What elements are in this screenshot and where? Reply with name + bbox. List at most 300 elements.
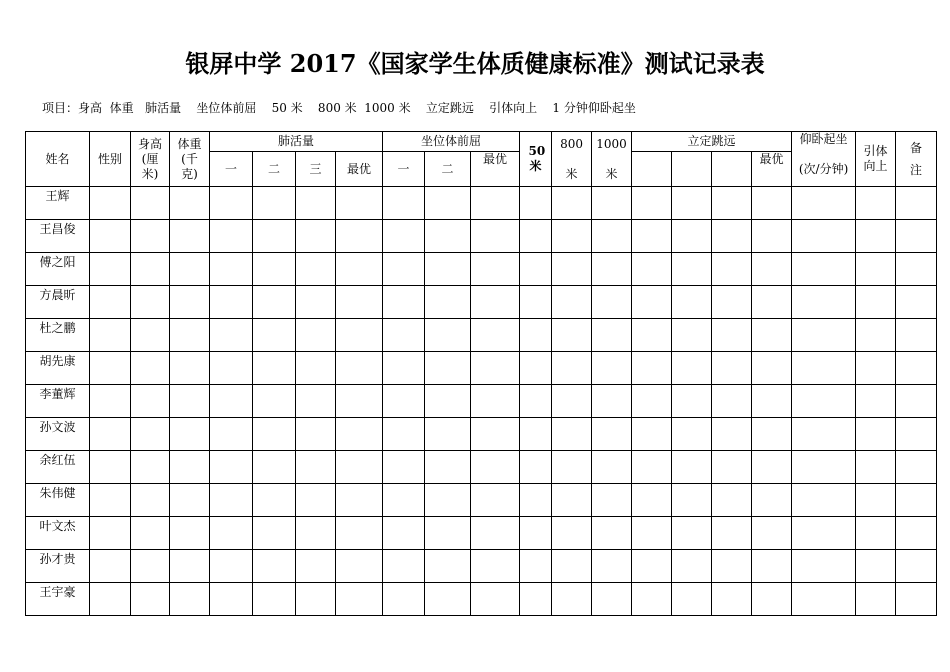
score-cell[interactable]	[896, 319, 937, 352]
score-cell[interactable]	[425, 517, 471, 550]
score-cell[interactable]	[131, 583, 170, 616]
score-cell[interactable]	[792, 286, 856, 319]
score-cell[interactable]	[752, 484, 792, 517]
score-cell[interactable]	[253, 220, 296, 253]
score-cell[interactable]	[253, 583, 296, 616]
score-cell[interactable]	[672, 253, 712, 286]
score-cell[interactable]	[253, 550, 296, 583]
score-cell[interactable]	[672, 484, 712, 517]
score-cell[interactable]	[592, 352, 632, 385]
score-cell[interactable]	[425, 451, 471, 484]
score-cell[interactable]	[210, 187, 253, 220]
score-cell[interactable]	[752, 319, 792, 352]
score-cell[interactable]	[672, 385, 712, 418]
score-cell[interactable]	[792, 319, 856, 352]
score-cell[interactable]	[131, 286, 170, 319]
score-cell[interactable]	[672, 220, 712, 253]
score-cell[interactable]	[856, 352, 896, 385]
score-cell[interactable]	[632, 583, 672, 616]
score-cell[interactable]	[336, 286, 383, 319]
score-cell[interactable]	[632, 286, 672, 319]
score-cell[interactable]	[210, 484, 253, 517]
score-cell[interactable]	[592, 187, 632, 220]
score-cell[interactable]	[552, 319, 592, 352]
score-cell[interactable]	[131, 451, 170, 484]
score-cell[interactable]	[170, 187, 210, 220]
score-cell[interactable]	[632, 484, 672, 517]
score-cell[interactable]	[552, 451, 592, 484]
score-cell[interactable]	[425, 253, 471, 286]
score-cell[interactable]	[131, 253, 170, 286]
score-cell[interactable]	[856, 187, 896, 220]
score-cell[interactable]	[90, 583, 131, 616]
score-cell[interactable]	[552, 286, 592, 319]
score-cell[interactable]	[712, 451, 752, 484]
score-cell[interactable]	[592, 253, 632, 286]
score-cell[interactable]	[383, 319, 425, 352]
score-cell[interactable]	[336, 319, 383, 352]
score-cell[interactable]	[253, 451, 296, 484]
table-row	[26, 319, 937, 352]
score-cell[interactable]	[210, 319, 253, 352]
score-cell[interactable]	[383, 583, 425, 616]
table-row	[26, 253, 937, 286]
score-cell[interactable]	[131, 352, 170, 385]
score-cell[interactable]	[296, 319, 336, 352]
score-cell[interactable]	[336, 550, 383, 583]
header-standing-jump: 立定跳远	[632, 132, 792, 152]
score-cell[interactable]	[471, 484, 520, 517]
score-cell[interactable]	[253, 286, 296, 319]
score-cell[interactable]	[253, 352, 296, 385]
score-cell[interactable]	[752, 352, 792, 385]
score-cell[interactable]	[170, 418, 210, 451]
header-jump-best: 最优	[752, 152, 792, 187]
score-cell[interactable]	[792, 253, 856, 286]
score-cell[interactable]	[632, 187, 672, 220]
score-cell[interactable]	[131, 319, 170, 352]
score-cell[interactable]	[296, 286, 336, 319]
score-cell[interactable]	[210, 517, 253, 550]
student-name: 余红伍	[26, 451, 90, 484]
student-name: 朱伟健	[26, 484, 90, 517]
score-cell[interactable]	[383, 418, 425, 451]
score-cell[interactable]	[672, 187, 712, 220]
score-cell[interactable]	[336, 517, 383, 550]
score-cell[interactable]	[632, 253, 672, 286]
score-cell[interactable]	[296, 517, 336, 550]
score-cell[interactable]	[856, 220, 896, 253]
score-cell[interactable]	[752, 451, 792, 484]
score-cell[interactable]	[425, 187, 471, 220]
score-cell[interactable]	[856, 385, 896, 418]
score-cell[interactable]	[383, 484, 425, 517]
score-cell[interactable]	[672, 451, 712, 484]
score-cell[interactable]	[632, 517, 672, 550]
score-cell[interactable]	[253, 385, 296, 418]
score-cell[interactable]	[632, 385, 672, 418]
student-name: 胡先康	[26, 352, 90, 385]
table-row	[26, 220, 937, 253]
score-cell[interactable]	[296, 352, 336, 385]
score-cell[interactable]	[752, 253, 792, 286]
score-cell[interactable]	[896, 286, 937, 319]
score-cell[interactable]	[752, 550, 792, 583]
score-cell[interactable]	[336, 253, 383, 286]
score-cell[interactable]	[520, 418, 552, 451]
score-cell[interactable]	[336, 583, 383, 616]
score-cell[interactable]	[471, 451, 520, 484]
score-cell[interactable]	[552, 484, 592, 517]
score-cell[interactable]	[90, 220, 131, 253]
score-cell[interactable]	[856, 286, 896, 319]
score-cell[interactable]	[383, 187, 425, 220]
table-row	[26, 451, 937, 484]
score-cell[interactable]	[90, 418, 131, 451]
score-cell[interactable]	[296, 418, 336, 451]
score-cell[interactable]	[336, 451, 383, 484]
table-row	[26, 583, 937, 616]
score-cell[interactable]	[752, 286, 792, 319]
score-cell[interactable]	[336, 385, 383, 418]
score-cell[interactable]	[471, 352, 520, 385]
score-cell[interactable]	[131, 187, 170, 220]
score-cell[interactable]	[425, 319, 471, 352]
score-cell[interactable]	[592, 550, 632, 583]
score-cell[interactable]	[296, 484, 336, 517]
score-cell[interactable]	[712, 418, 752, 451]
score-cell[interactable]	[425, 418, 471, 451]
header-50m: 50米	[520, 132, 552, 187]
score-cell[interactable]	[210, 550, 253, 583]
score-cell[interactable]	[896, 451, 937, 484]
score-cell[interactable]	[856, 418, 896, 451]
score-cell[interactable]	[896, 484, 937, 517]
score-cell[interactable]	[672, 352, 712, 385]
score-cell[interactable]	[712, 550, 752, 583]
score-cell[interactable]	[383, 253, 425, 286]
score-cell[interactable]	[752, 517, 792, 550]
score-cell[interactable]	[210, 286, 253, 319]
record-table	[25, 131, 937, 616]
score-cell[interactable]	[90, 385, 131, 418]
score-cell[interactable]	[296, 253, 336, 286]
score-cell[interactable]	[90, 451, 131, 484]
score-cell[interactable]	[520, 385, 552, 418]
score-cell[interactable]	[752, 220, 792, 253]
score-cell[interactable]	[856, 583, 896, 616]
score-cell[interactable]	[425, 352, 471, 385]
score-cell[interactable]	[896, 352, 937, 385]
score-cell[interactable]	[425, 484, 471, 517]
header-pullups: 引体向上	[856, 132, 896, 187]
score-cell[interactable]	[170, 352, 210, 385]
score-cell[interactable]	[383, 220, 425, 253]
score-cell[interactable]	[520, 352, 552, 385]
page-title: 银屏中学 2017《国家学生体质健康标准》测试记录表	[185, 49, 765, 78]
score-cell[interactable]	[896, 583, 937, 616]
score-cell[interactable]	[552, 517, 592, 550]
score-cell[interactable]	[792, 385, 856, 418]
score-cell[interactable]	[90, 550, 131, 583]
score-cell[interactable]	[383, 550, 425, 583]
student-name: 杜之鹏	[26, 319, 90, 352]
score-cell[interactable]	[471, 517, 520, 550]
score-cell[interactable]	[170, 583, 210, 616]
score-cell[interactable]	[131, 484, 170, 517]
score-cell[interactable]	[552, 352, 592, 385]
student-name: 孙文波	[26, 418, 90, 451]
score-cell[interactable]	[131, 418, 170, 451]
score-cell[interactable]	[712, 286, 752, 319]
score-cell[interactable]	[712, 517, 752, 550]
score-cell[interactable]	[896, 220, 937, 253]
score-cell[interactable]	[792, 418, 856, 451]
score-cell[interactable]	[712, 220, 752, 253]
score-cell[interactable]	[856, 319, 896, 352]
score-cell[interactable]	[383, 385, 425, 418]
score-cell[interactable]	[752, 418, 792, 451]
header-lung-2: 二	[253, 152, 296, 187]
score-cell[interactable]	[383, 517, 425, 550]
score-cell[interactable]	[792, 220, 856, 253]
score-cell[interactable]	[592, 484, 632, 517]
score-cell[interactable]	[712, 352, 752, 385]
score-cell[interactable]	[425, 550, 471, 583]
score-cell[interactable]	[170, 253, 210, 286]
score-cell[interactable]	[170, 286, 210, 319]
score-cell[interactable]	[336, 187, 383, 220]
score-cell[interactable]	[712, 319, 752, 352]
score-cell[interactable]	[632, 451, 672, 484]
score-cell[interactable]	[383, 451, 425, 484]
score-cell[interactable]	[296, 220, 336, 253]
score-cell[interactable]	[383, 286, 425, 319]
score-cell[interactable]	[253, 187, 296, 220]
score-cell[interactable]	[210, 352, 253, 385]
student-name: 王昌俊	[26, 220, 90, 253]
score-cell[interactable]	[253, 517, 296, 550]
score-cell[interactable]	[592, 220, 632, 253]
score-cell[interactable]	[856, 550, 896, 583]
score-cell[interactable]	[792, 550, 856, 583]
score-cell[interactable]	[210, 220, 253, 253]
score-cell[interactable]	[253, 484, 296, 517]
score-cell[interactable]	[520, 187, 552, 220]
score-cell[interactable]	[90, 187, 131, 220]
score-cell[interactable]	[592, 583, 632, 616]
score-cell[interactable]	[170, 385, 210, 418]
test-items-line: 项目：身高 体重 肺活量 坐位体前屈 50 米 800 米 1000 米 立定跳远 引体向上 1 分钟仰卧起坐	[42, 101, 636, 115]
table-row	[26, 187, 937, 220]
student-name: 王宇豪	[26, 583, 90, 616]
score-cell[interactable]	[520, 319, 552, 352]
score-cell[interactable]	[296, 187, 336, 220]
score-cell[interactable]	[170, 517, 210, 550]
score-cell[interactable]	[471, 253, 520, 286]
score-cell[interactable]	[296, 583, 336, 616]
score-cell[interactable]	[90, 484, 131, 517]
score-cell[interactable]	[856, 253, 896, 286]
score-cell[interactable]	[592, 418, 632, 451]
score-cell[interactable]	[856, 451, 896, 484]
student-name: 傅之阳	[26, 253, 90, 286]
score-cell[interactable]	[471, 286, 520, 319]
score-cell[interactable]	[896, 550, 937, 583]
score-cell[interactable]	[856, 517, 896, 550]
score-cell[interactable]	[672, 286, 712, 319]
score-cell[interactable]	[632, 220, 672, 253]
header-height: 身高(厘米)	[131, 132, 170, 187]
score-cell[interactable]	[170, 451, 210, 484]
score-cell[interactable]	[792, 352, 856, 385]
score-cell[interactable]	[253, 319, 296, 352]
score-cell[interactable]	[90, 517, 131, 550]
score-cell[interactable]	[336, 220, 383, 253]
header-lung-best: 最优	[336, 152, 383, 187]
score-cell[interactable]	[552, 187, 592, 220]
score-cell[interactable]	[336, 418, 383, 451]
header-1000m: 1000 米	[592, 132, 632, 187]
score-cell[interactable]	[210, 253, 253, 286]
score-cell[interactable]	[712, 385, 752, 418]
score-cell[interactable]	[672, 319, 712, 352]
score-cell[interactable]	[425, 286, 471, 319]
score-cell[interactable]	[520, 286, 552, 319]
score-cell[interactable]	[383, 352, 425, 385]
score-cell[interactable]	[672, 550, 712, 583]
score-cell[interactable]	[520, 583, 552, 616]
score-cell[interactable]	[592, 319, 632, 352]
score-cell[interactable]	[425, 583, 471, 616]
header-jump-3	[712, 152, 752, 187]
score-cell[interactable]	[520, 517, 552, 550]
score-cell[interactable]	[170, 220, 210, 253]
score-cell[interactable]	[471, 550, 520, 583]
table-row	[26, 352, 937, 385]
score-cell[interactable]	[712, 187, 752, 220]
student-name: 方晨昕	[26, 286, 90, 319]
table-row	[26, 517, 937, 550]
score-cell[interactable]	[896, 187, 937, 220]
score-cell[interactable]	[552, 220, 592, 253]
score-cell[interactable]	[471, 187, 520, 220]
score-cell[interactable]	[90, 319, 131, 352]
score-cell[interactable]	[253, 418, 296, 451]
score-cell[interactable]	[552, 418, 592, 451]
score-cell[interactable]	[792, 583, 856, 616]
score-cell[interactable]	[520, 253, 552, 286]
table-row	[26, 418, 937, 451]
score-cell[interactable]	[672, 517, 712, 550]
score-cell[interactable]	[296, 550, 336, 583]
score-cell[interactable]	[520, 220, 552, 253]
score-cell[interactable]	[131, 220, 170, 253]
score-cell[interactable]	[336, 352, 383, 385]
score-cell[interactable]	[210, 418, 253, 451]
score-cell[interactable]	[752, 583, 792, 616]
score-cell[interactable]	[792, 484, 856, 517]
score-cell[interactable]	[471, 418, 520, 451]
score-cell[interactable]	[552, 583, 592, 616]
score-cell[interactable]	[425, 385, 471, 418]
score-cell[interactable]	[210, 385, 253, 418]
score-cell[interactable]	[712, 253, 752, 286]
score-cell[interactable]	[471, 220, 520, 253]
score-cell[interactable]	[672, 583, 712, 616]
score-cell[interactable]	[131, 385, 170, 418]
header-name: 姓名	[26, 132, 90, 187]
score-cell[interactable]	[520, 451, 552, 484]
score-cell[interactable]	[471, 319, 520, 352]
score-cell[interactable]	[632, 550, 672, 583]
student-rows	[26, 187, 937, 616]
score-cell[interactable]	[336, 484, 383, 517]
header-notes: 备注	[896, 132, 937, 187]
score-cell[interactable]	[792, 451, 856, 484]
score-cell[interactable]	[90, 286, 131, 319]
score-cell[interactable]	[856, 484, 896, 517]
student-name: 孙才贵	[26, 550, 90, 583]
score-cell[interactable]	[632, 319, 672, 352]
score-cell[interactable]	[896, 253, 937, 286]
score-cell[interactable]	[471, 385, 520, 418]
score-cell[interactable]	[131, 517, 170, 550]
score-cell[interactable]	[752, 385, 792, 418]
score-cell[interactable]	[552, 550, 592, 583]
score-cell[interactable]	[296, 385, 336, 418]
score-cell[interactable]	[471, 583, 520, 616]
score-cell[interactable]	[90, 352, 131, 385]
score-cell[interactable]	[425, 220, 471, 253]
score-cell[interactable]	[712, 583, 752, 616]
score-cell[interactable]	[210, 583, 253, 616]
score-cell[interactable]	[520, 484, 552, 517]
score-cell[interactable]	[896, 517, 937, 550]
score-cell[interactable]	[592, 286, 632, 319]
score-cell[interactable]	[752, 187, 792, 220]
score-cell[interactable]	[170, 319, 210, 352]
score-cell[interactable]	[296, 451, 336, 484]
score-cell[interactable]	[90, 253, 131, 286]
score-cell[interactable]	[170, 550, 210, 583]
score-cell[interactable]	[592, 451, 632, 484]
header-sit-1: 一	[383, 152, 425, 187]
score-cell[interactable]	[210, 451, 253, 484]
table-row	[26, 550, 937, 583]
score-cell[interactable]	[632, 352, 672, 385]
score-cell[interactable]	[170, 484, 210, 517]
score-cell[interactable]	[592, 385, 632, 418]
score-cell[interactable]	[896, 418, 937, 451]
score-cell[interactable]	[792, 517, 856, 550]
score-cell[interactable]	[792, 187, 856, 220]
score-cell[interactable]	[632, 418, 672, 451]
score-cell[interactable]	[592, 517, 632, 550]
score-cell[interactable]	[552, 253, 592, 286]
score-cell[interactable]	[712, 484, 752, 517]
score-cell[interactable]	[253, 253, 296, 286]
table-row	[26, 385, 937, 418]
score-cell[interactable]	[131, 550, 170, 583]
score-cell[interactable]	[552, 385, 592, 418]
header-sit-2: 二	[425, 152, 471, 187]
score-cell[interactable]	[896, 385, 937, 418]
header-800m: 800 米	[552, 132, 592, 187]
score-cell[interactable]	[672, 418, 712, 451]
score-cell[interactable]	[520, 550, 552, 583]
header-jump-2	[672, 152, 712, 187]
